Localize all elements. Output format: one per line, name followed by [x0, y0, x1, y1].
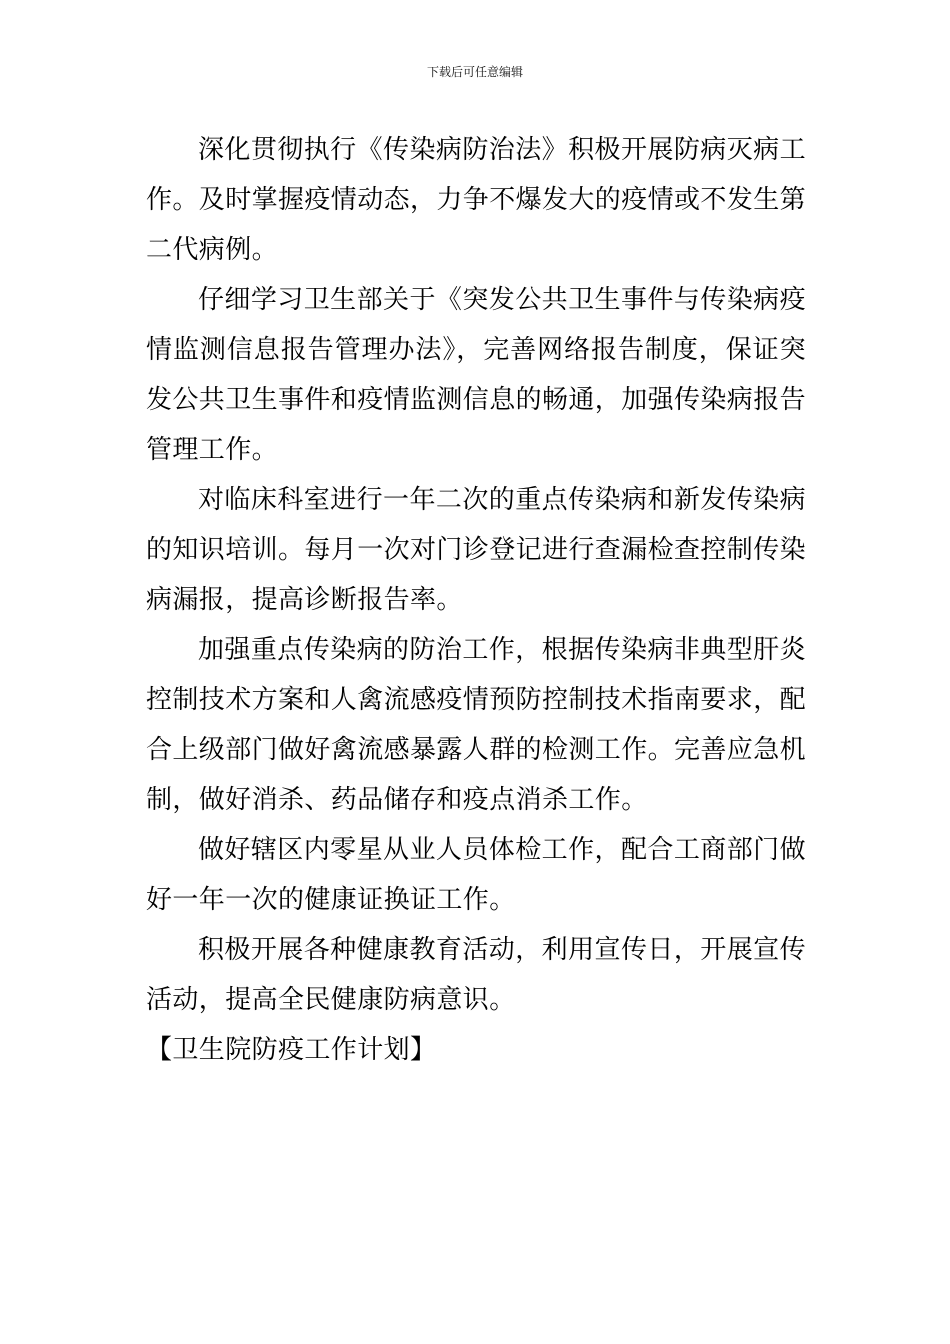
- paragraph-clinical-training: 对临床科室进行一年二次的重点传染病和新发传染病的知识培训。每月一次对门诊登记进行查漏检查控制传染病漏报，提高诊断报告率。: [146, 485, 807, 615]
- page-header-note: 下载后可任意编辑: [426, 65, 523, 79]
- paragraph-health-checkup: 做好辖区内零星从业人员体检工作，配合工商部门做好一年一次的健康证换证工作。: [146, 835, 806, 915]
- paragraph-key-disease-control: 加强重点传染病的防治工作，根据传染病非典型肝炎控制技术方案和人禽流感疫情预防控制技术指南要求，配合上级部门做好禽流感暴露人群的检测工作。完善应急机制，做好消杀、药品储存和疫点消杀工作。: [146, 635, 807, 815]
- section-title: 【卫生院防疫工作计划】: [146, 1035, 437, 1065]
- paragraph-reporting-system: 仔细学习卫生部关于《突发公共卫生事件与传染病疫情监测信息报告管理办法》，完善网络报告制度，保证突发公共卫生事件和疫情监测信息的畅通，加强传染病报告管理工作。: [146, 285, 807, 465]
- paragraph-epidemic-law: 深化贯彻执行《传染病防治法》积极开展防病灭病工作。及时掌握疫情动态，力争不爆发大的疫情或不发生第二代病例。: [146, 135, 807, 265]
- paragraph-health-education: 积极开展各种健康教育活动，利用宣传日，开展宣传活动，提高全民健康防病意识。: [146, 935, 806, 1015]
- document-body: [146, 125, 806, 1075]
